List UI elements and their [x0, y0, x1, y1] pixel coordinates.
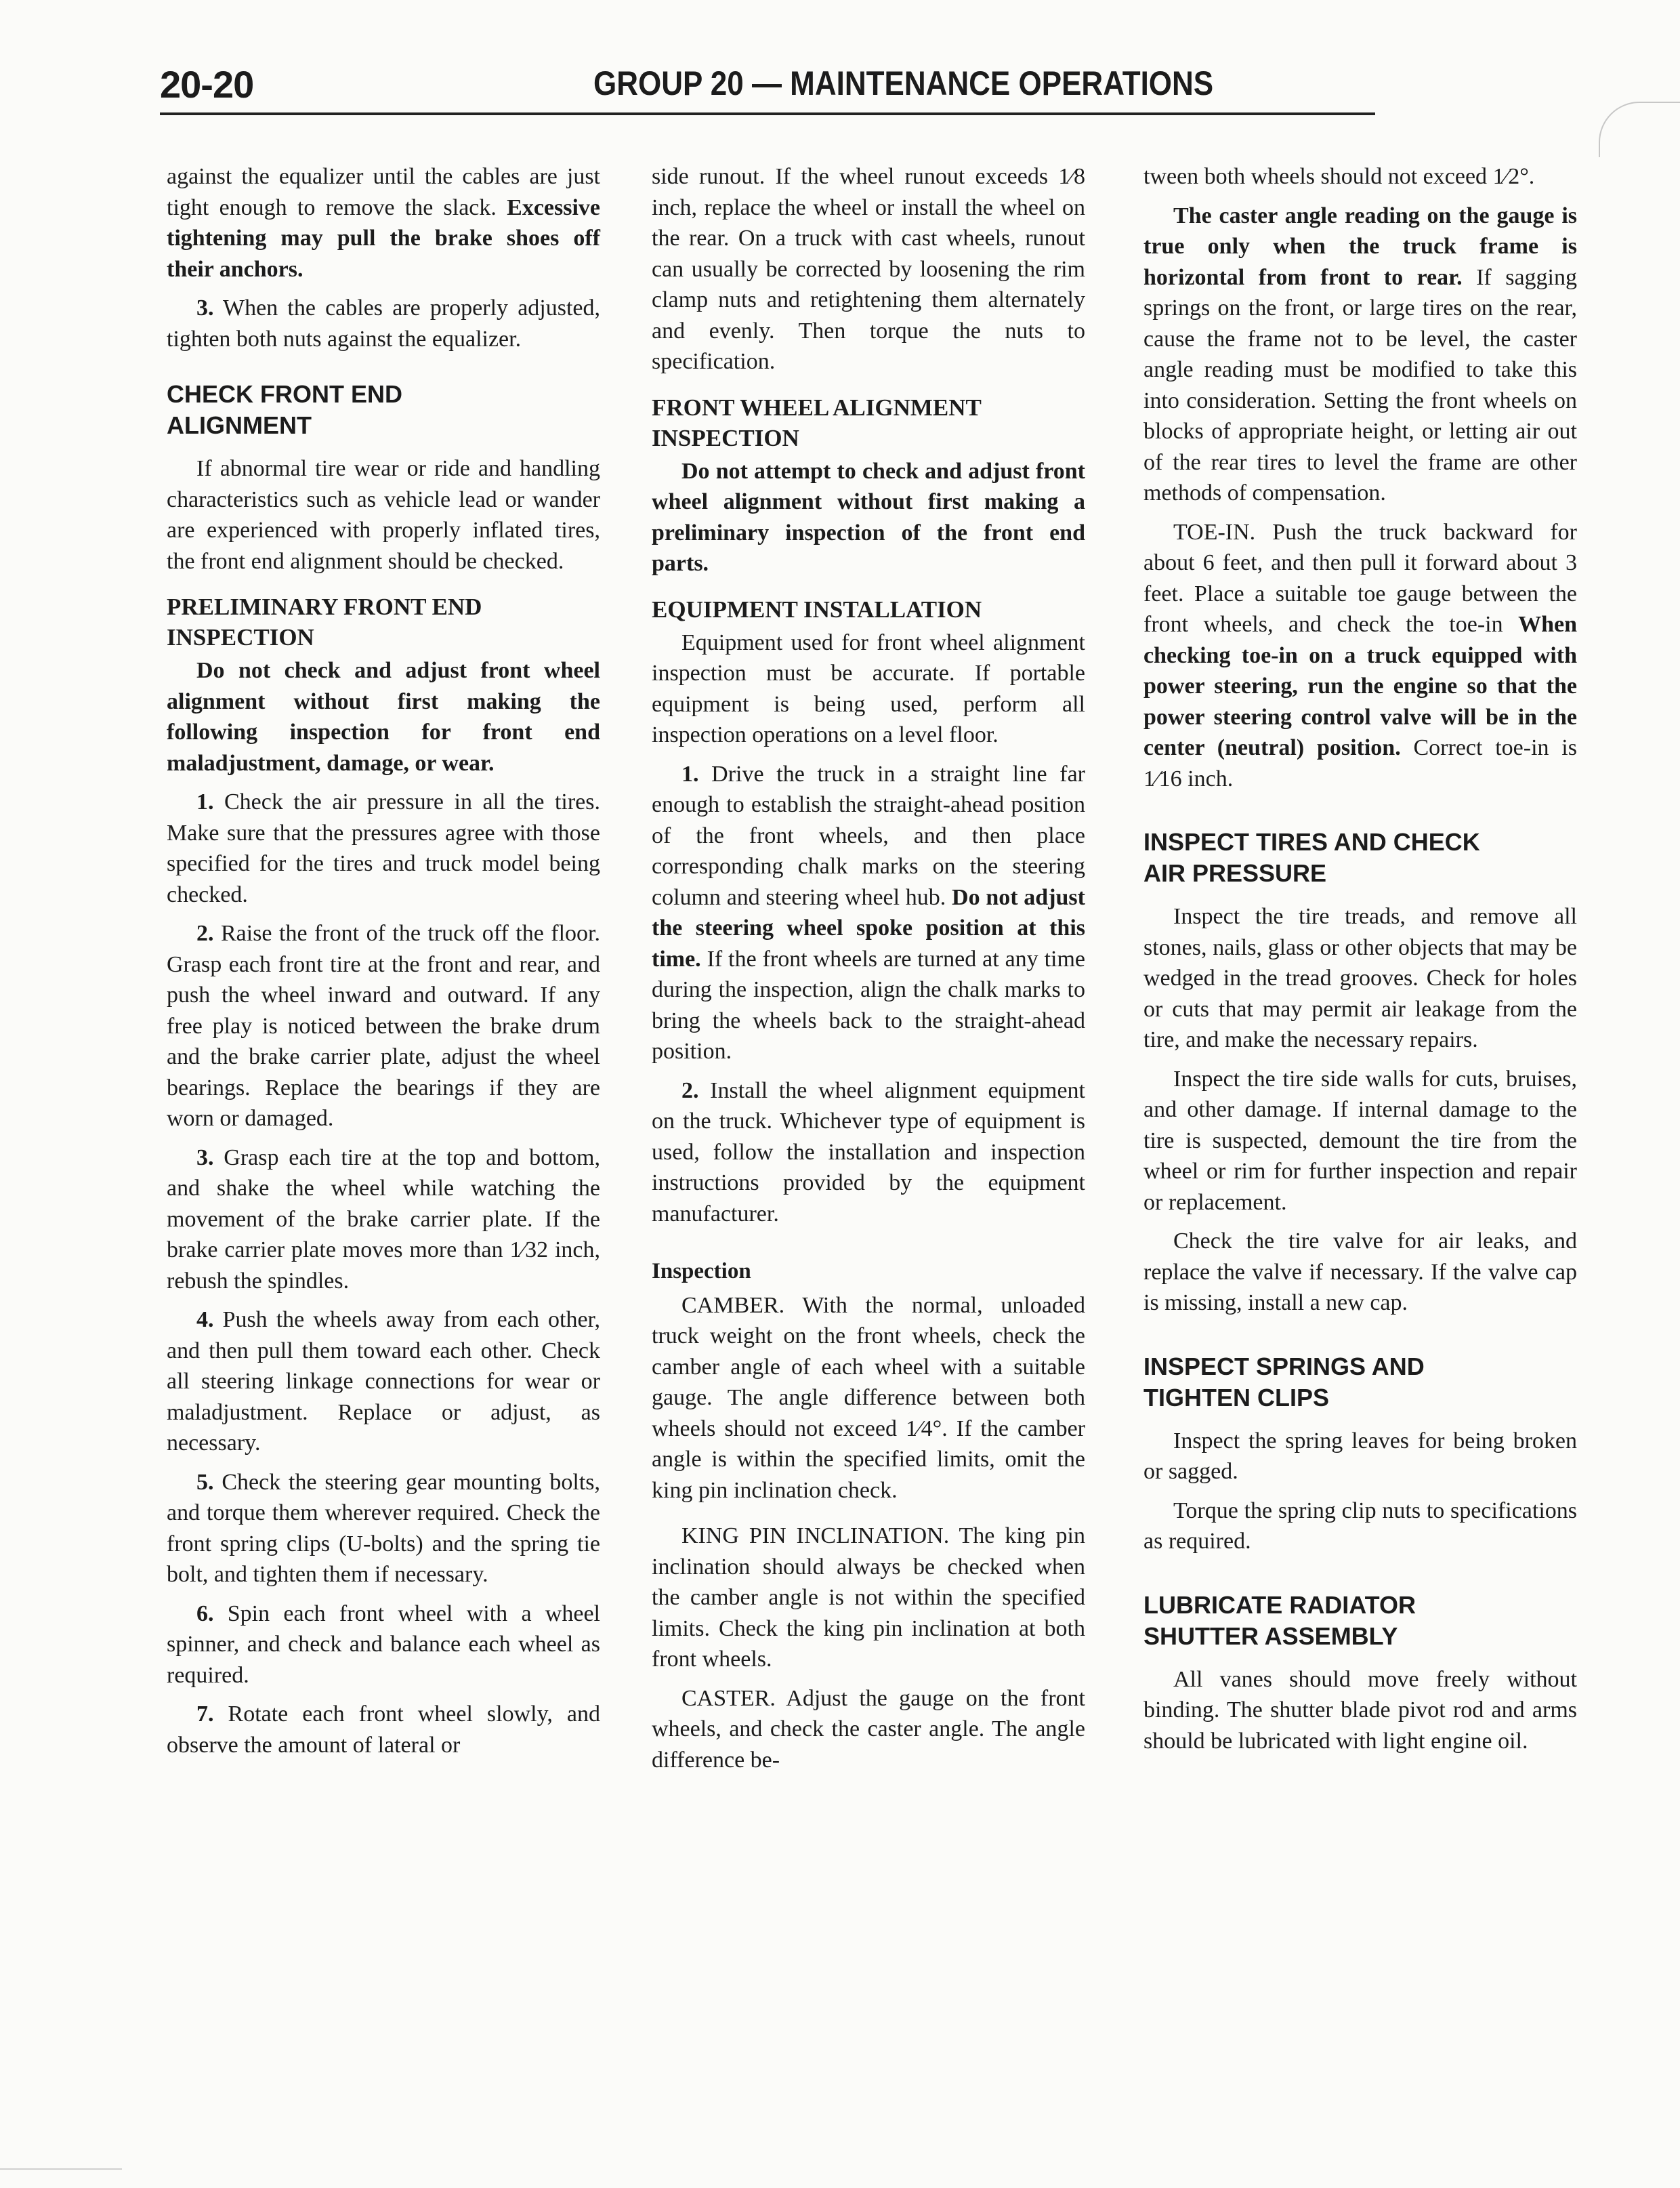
paragraph: Inspect the tire side walls for cuts, bruises, and other damage. If internal damage to the tire is suspected, demount the tire from the wheel or rim for further inspection and repair or replacement. — [1143, 1066, 1577, 1215]
step-1: 1. Check the air pressure in all the tires. Make sure that the pressures agree with those specified for the tires and truck model being checked. — [167, 789, 600, 907]
step-4: 4. Push the wheels away from each other, and then pull them toward each other. Check all steering linkage connections for wear or maladjustment. Replace or adjust, as necessary. — [167, 1307, 600, 1456]
warning-text: Do not check and adjust front wheel alignment without first making the following inspection for front end maladjustment, damage, or wear. — [167, 658, 600, 776]
step-3: 3. Grasp each tire at the top and bottom, and shake the wheel while watching the movement of the brake carrier plate. If the brake carrier plate moves more than 1⁄32 inch, rebush the spindles. — [167, 1144, 600, 1294]
section-heading-lubricate-shutter: LUBRICATE RADIATOR SHUTTER ASSEMBLY — [1143, 1590, 1416, 1650]
paragraph: All vanes should move freely without binding. The shutter blade pivot rod and arms should be lubricated with light engine oil. — [1143, 1666, 1577, 1754]
section-heading-check-front-end-alignment: CHECK FRONT END ALIGNMENT — [167, 380, 402, 439]
page-header — [160, 62, 1531, 117]
section-heading-preliminary-inspection: PRELIMINARY FRONT END INSPECTION — [167, 594, 482, 651]
column-3 — [1143, 161, 1577, 1764]
step-1: 1. Drive the truck in a straight line far enough to establish the straight-ahead position of the front wheels, and then place corresponding chalk marks on the steering column and steering wheel hub. Do not adjust the steering wheel spoke position at this time. If the front wheels are turned at any time during the inspection, align the chalk marks to bring the wheels back to the straight-ahead position. — [652, 761, 1085, 1064]
group-title: GROUP 20 — MAINTENANCE OPERATIONS — [593, 64, 1214, 102]
page-number: 20-20 — [160, 63, 254, 106]
paragraph: Inspect the tire treads, and remove all stones, nails, glass or other objects that may be wedged in the tread grooves. Check for holes or cuts that may permit air leakage from the tire, and make the necessary repairs. — [1143, 904, 1577, 1052]
step-7: 7. Rotate each front wheel slowly, and observe the amount of lateral or — [167, 1701, 600, 1758]
step-5: 5. Check the steering gear mounting bolts, and torque them wherever required. Check the front spring clips (U-bolts) and the spring tie bolt, and tighten them if necessary. — [167, 1469, 600, 1587]
warning-text: Do not attempt to check and adjust front wheel alignment without first making a preliminary inspection of the front end parts. — [652, 458, 1085, 576]
column-2 — [652, 161, 1085, 1783]
header-rule — [160, 112, 1375, 115]
step-2: 2. Raise the front of the truck off the floor. Grasp each front tire at the front and rear, and push the wheel inward and outward. If any free play is noticed between the brake drum and the brake carrier plate, adjust the wheel bearings. Replace the bearings if they are worn or damaged. — [167, 921, 600, 1131]
column-1 — [167, 161, 600, 1769]
section-heading-inspect-tires: INSPECT TIRES AND CHECK AIR PRESSURE — [1143, 828, 1480, 887]
subheading-inspection: Inspection — [652, 1259, 751, 1283]
step-2: 2. Install the wheel alignment equipment on the truck. Whichever type of equipment is used, follow the installation and inspection instructions provided by the equipment manufacturer. — [652, 1077, 1085, 1226]
paragraph-caster: CASTER. Adjust the gauge on the front wheels, and check the caster angle. The angle difference be- — [652, 1685, 1085, 1773]
paragraph: If abnormal tire wear or ride and handling characteristics such as vehicle lead or wander are experienced with properly inflated tires, the front end alignment should be checked. — [167, 456, 600, 574]
section-heading-equipment-installation: EQUIPMENT INSTALLATION — [652, 596, 982, 623]
paragraph: Inspect the spring leaves for being broken or sagged. — [1143, 1428, 1577, 1484]
section-heading-front-wheel-alignment-inspection: FRONT WHEEL ALIGNMENT INSPECTION — [652, 394, 982, 451]
section-heading-inspect-springs: INSPECT SPRINGS AND TIGHTEN CLIPS — [1143, 1352, 1425, 1411]
paragraph-camber: CAMBER. With the normal, unloaded truck weight on the front wheels, check the camber angle of each wheel with a suitable gauge. The angle difference between both wheels should not exceed 1⁄4°. If the camber angle is within the specified limits, omit the king pin inclination check. — [652, 1292, 1085, 1503]
step-3: 3. When the cables are properly adjusted, tighten both nuts against the equalizer. — [167, 295, 600, 352]
paragraph: Check the tire valve for air leaks, and replace the valve if necessary. If the valve cap is missing, install a new cap. — [1143, 1229, 1577, 1315]
paragraph: Torque the spring clip nuts to specifications as required. — [1143, 1498, 1577, 1554]
step-6: 6. Spin each front wheel with a wheel spinner, and check and balance each wheel as required. — [167, 1601, 600, 1688]
paragraph: Equipment used for front wheel alignment inspection must be accurate. If portable equipment is being used, perform all inspection operations on a level floor. — [652, 629, 1085, 747]
paragraph-toe-in: TOE-IN. Push the truck backward for about 6 feet, and then pull it forward about 3 feet. Place a suitable toe gauge between the front wheels, and check the toe-in When checking toe-in on a truck equipped with power steering, run the engine so that the power steering control valve will be in the center (neutral) position. Correct toe-in is 1⁄16 inch. — [1143, 519, 1577, 791]
bottom-edge-mark — [0, 2168, 122, 2170]
paragraph-king-pin: KING PIN INCLINATION. The king pin inclination should always be checked when the camber angle is not within the specified limits. Check the king pin inclination at both front wheels. — [652, 1523, 1085, 1672]
paragraph: The caster angle reading on the gauge is true only when the truck frame is horizontal from front to rear. If sagging springs on the front, or large tires on the rear, cause the frame not to be level, the caster angle reading must be modified to take this into consideration. Setting the front wheels on blocks of appropriate height, or letting air out of the rear tires to level the frame are other methods of compensation. — [1143, 203, 1577, 505]
page-corner-mark — [1599, 102, 1680, 157]
paragraph: tween both wheels should not exceed 1⁄2°. — [1143, 164, 1535, 189]
paragraph: against the equalizer until the cables are just tight enough to remove the slack. Excessive tightening may pull the brake shoes off their anchors. — [167, 164, 600, 282]
paragraph: side runout. If the wheel runout exceeds 1⁄8 inch, replace the wheel or install the wheel on the rear. On a truck with cast wheels, runout can usually be corrected by loosening the rim clamp nuts and retightening them alternately and evenly. Then torque the nuts to specification. — [652, 164, 1085, 374]
